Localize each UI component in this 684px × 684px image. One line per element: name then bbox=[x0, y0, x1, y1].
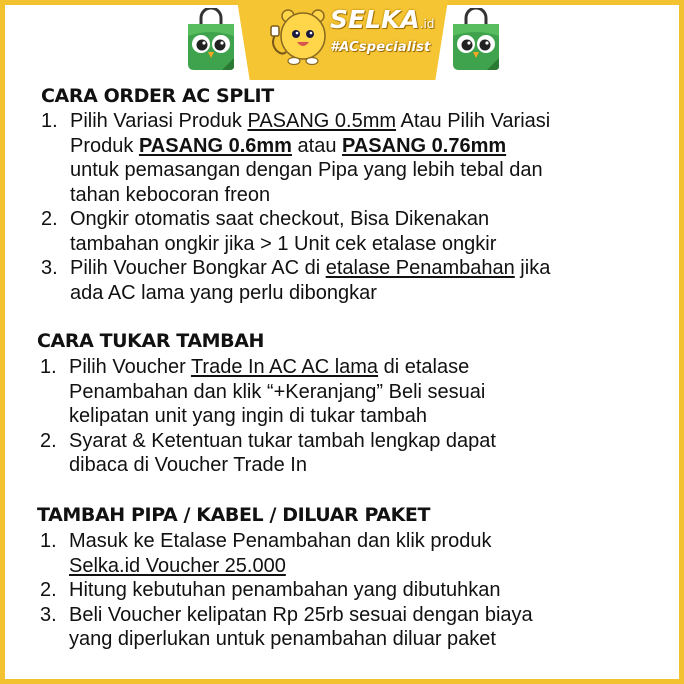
highlighted-term: PASANG 0.76mm bbox=[342, 134, 507, 157]
item-number: 1. bbox=[40, 530, 57, 552]
text-run: untuk pemasangan dengan Pipa yang lebih tebal dan bbox=[70, 159, 543, 181]
item-line bbox=[70, 281, 550, 306]
brand-tld: .id bbox=[419, 17, 435, 31]
text-run: Beli Voucher kelipatan Rp 25rb sesuai dengan biaya bbox=[69, 603, 533, 626]
highlighted-term: PASANG 0.5mm bbox=[247, 110, 397, 132]
text-run: Syarat & Ketentuan tukar tambah lengkap dapat bbox=[69, 429, 496, 452]
item-line bbox=[69, 355, 496, 380]
item-line bbox=[69, 404, 496, 429]
text-run: Produk bbox=[70, 134, 139, 157]
text-run: Masuk ke Etalase Penambahan dan klik produk bbox=[69, 530, 492, 552]
lion-mascot-icon bbox=[268, 4, 334, 66]
list-item bbox=[41, 109, 550, 207]
text-run: Ongkir otomatis saat checkout, Bisa Dikenakan bbox=[70, 208, 490, 230]
list-item bbox=[40, 603, 533, 652]
list-item bbox=[40, 529, 533, 578]
item-line bbox=[70, 109, 550, 134]
item-line bbox=[70, 232, 550, 257]
text-run: Penambahan dan klik “+Keranjang” Beli sesuai bbox=[69, 380, 486, 403]
item-number: 2. bbox=[40, 429, 57, 452]
text-run: yang diperlukan untuk penambahan diluar paket bbox=[69, 628, 496, 650]
item-line bbox=[70, 256, 550, 281]
text-run: kelipatan unit yang ingin di tukar tambah bbox=[69, 405, 428, 427]
section-tambah-pipa bbox=[37, 503, 533, 652]
section-heading: CARA TUKAR TAMBAH bbox=[37, 330, 265, 352]
item-number: 1. bbox=[41, 110, 58, 132]
step-list bbox=[40, 355, 496, 478]
list-item bbox=[40, 578, 533, 603]
brand-logo bbox=[330, 6, 435, 56]
section-cara-order bbox=[41, 84, 550, 305]
item-number: 1. bbox=[40, 356, 57, 378]
list-item bbox=[41, 256, 550, 305]
text-run: Hitung kebutuhan penambahan yang dibutuhkan bbox=[69, 579, 501, 601]
step-list bbox=[40, 529, 533, 652]
text-run: atau bbox=[291, 134, 342, 157]
section-heading: CARA ORDER AC SPLIT bbox=[41, 85, 274, 107]
section-heading: TAMBAH PIPA / KABEL / DILUAR PAKET bbox=[37, 504, 431, 526]
highlighted-term: PASANG 0.6mm bbox=[138, 134, 292, 157]
item-line bbox=[70, 207, 550, 232]
item-line bbox=[70, 134, 550, 159]
brand-tagline: #ACspecialist bbox=[330, 40, 431, 55]
text-run: Pilih Variasi Produk bbox=[70, 110, 248, 132]
highlighted-term: Trade In AC AC lama bbox=[190, 356, 379, 378]
list-item bbox=[40, 429, 496, 478]
brand-name: SELKA bbox=[330, 5, 420, 34]
text-run: dibaca di Voucher Trade In bbox=[69, 454, 307, 476]
item-number: 3. bbox=[40, 603, 57, 626]
item-line bbox=[69, 627, 533, 652]
item-line bbox=[69, 554, 533, 579]
item-line bbox=[69, 578, 533, 603]
tokopedia-bag-icon bbox=[184, 8, 238, 72]
item-line bbox=[69, 429, 496, 454]
item-line bbox=[69, 529, 533, 554]
text-run: tambahan ongkir jika > 1 Unit cek etalase ongkir bbox=[70, 232, 497, 255]
item-number: 3. bbox=[41, 257, 58, 279]
list-item bbox=[40, 355, 496, 429]
text-run: ada AC lama yang perlu dibongkar bbox=[70, 281, 377, 304]
section-cara-tukar-tambah bbox=[37, 329, 496, 478]
text-run: jika bbox=[514, 257, 551, 279]
text-run: Pilih Voucher bbox=[69, 356, 191, 378]
item-number: 2. bbox=[40, 579, 57, 601]
item-number: 2. bbox=[41, 208, 58, 230]
text-run: tahan kebocoran freon bbox=[70, 183, 271, 206]
item-line bbox=[70, 183, 550, 208]
step-list bbox=[41, 109, 550, 305]
item-line bbox=[70, 158, 550, 183]
text-run: Pilih Voucher Bongkar AC di bbox=[70, 257, 326, 279]
item-line bbox=[69, 603, 533, 628]
tokopedia-bag-icon bbox=[449, 8, 503, 72]
text-run: di etalase bbox=[378, 356, 470, 378]
text-run: Atau Pilih Variasi bbox=[396, 110, 551, 132]
list-item bbox=[41, 207, 550, 256]
highlighted-term: etalase Penambahan bbox=[325, 257, 515, 279]
item-line bbox=[69, 380, 496, 405]
item-line bbox=[69, 453, 496, 478]
highlighted-term: Selka.id Voucher 25.000 bbox=[69, 554, 286, 577]
